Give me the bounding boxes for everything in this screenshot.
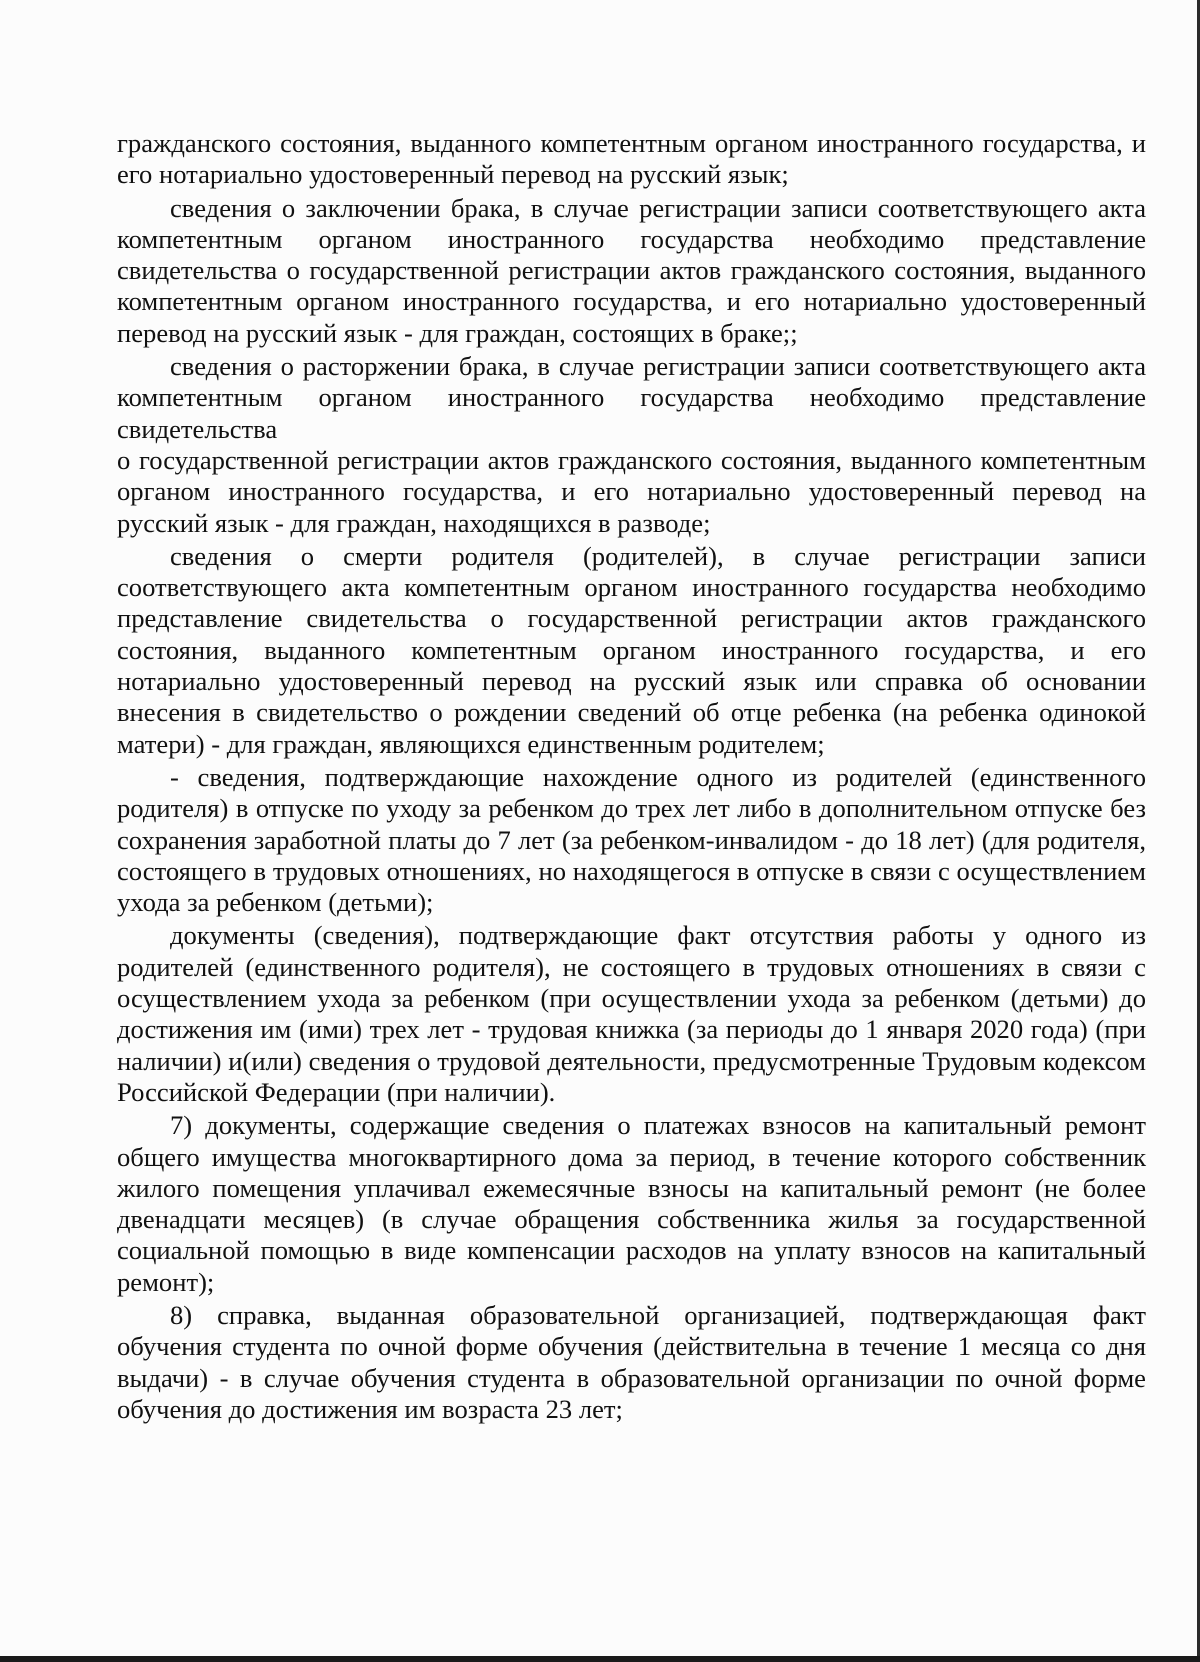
paragraph-parental-leave-info: - сведения, подтверждающие нахождение одного из родителей (единственного родителя) в отпуске по уходу за ребенком до трех лет либо в дополнительном отпуске без сохранения заработной платы до 7 лет (за ребенком-инвалидом - до 18 лет) (для родителя, состоящего в трудовых отношениях, но находящегося в отпуске в связи с осуществлением ухода за ребенком (детьми);	[117, 761, 1146, 918]
paragraph-item-8-student-certificate: 8) справка, выданная образовательной организацией, подтверждающая факт обучения студента по очной форме обучения (действительна в течение 1 месяца со дня выдачи) - в случае обучения студента в образовательной организации по очной форме обучения до достижения им возраста 23 лет;	[117, 1299, 1146, 1424]
paragraph-parent-death-info: сведения о смерти родителя (родителей), в случае регистрации записи соответствующего акта компетентным органом иностранного государства необходимо представление свидетельства о государственной регистрации актов гражданского состояния, выданного компетентным органом иностранного государства, и его нотариально удостоверенный перевод на русский язык или справка об основании внесения в свидетельство о рождении сведений об отце ребенка (на ребенка одинокой матери) - для граждан, являющихся единственным родителем;	[117, 540, 1146, 759]
paragraph-divorce-info: сведения о расторжении брака, в случае регистрации записи соответствующего акта компетентным органом иностранного государства необходимо представление свидетельства	[117, 351, 1146, 444]
document-body	[117, 128, 1146, 1425]
paragraph-marriage-info: сведения о заключении брака, в случае регистрации записи соответствующего акта компетентным органом иностранного государства необходимо представление свидетельства о государственной регистрации актов гражданского состояния, выданного компетентным органом иностранного государства, и его нотариально удостоверенный перевод на русский язык - для граждан, состоящих в браке;;	[117, 192, 1146, 348]
paragraph-divorce-info-cont: о государственной регистрации актов гражданского состояния, выданного компетентным органом иностранного государства, и его нотариально удостоверенный перевод на русский язык - для граждан, находящихся в разводе;	[117, 444, 1146, 538]
paragraph-no-work-documents: документы (сведения), подтверждающие факт отсутствия работы у одного из родителей (единственного родителя), не состоящего в трудовых отношениях в связи с осуществлением ухода за ребенком (при осуществлении ухода за ребенком (детьми) до достижения им (ими) трех лет - трудовая книжка (за периоды до 1 января 2020 года) (при наличии) и(или) сведения о трудовой деятельности, предусмотренные Трудовым кодексом Российской Федерации (при наличии).	[117, 920, 1146, 1107]
paragraph-item-7-capital-repair: 7) документы, содержащие сведения о платежах взносов на капитальный ремонт общего имущества многоквартирного дома за период, в течение которого собственник жилого помещения уплачивал ежемесячные взносы на капитальный ремонт (не более двенадцати месяцев) (в случае обращения собственника жилья за государственной социальной помощью в виде компенсации расходов на уплату взносов на капитальный ремонт);	[117, 1110, 1146, 1297]
scan-edge-bottom	[0, 1656, 1200, 1662]
paragraph-civil-status-tail: гражданского состояния, выданного компетентным органом иностранного государства, и его нотариально удостоверенный перевод на русский язык;	[117, 128, 1146, 190]
